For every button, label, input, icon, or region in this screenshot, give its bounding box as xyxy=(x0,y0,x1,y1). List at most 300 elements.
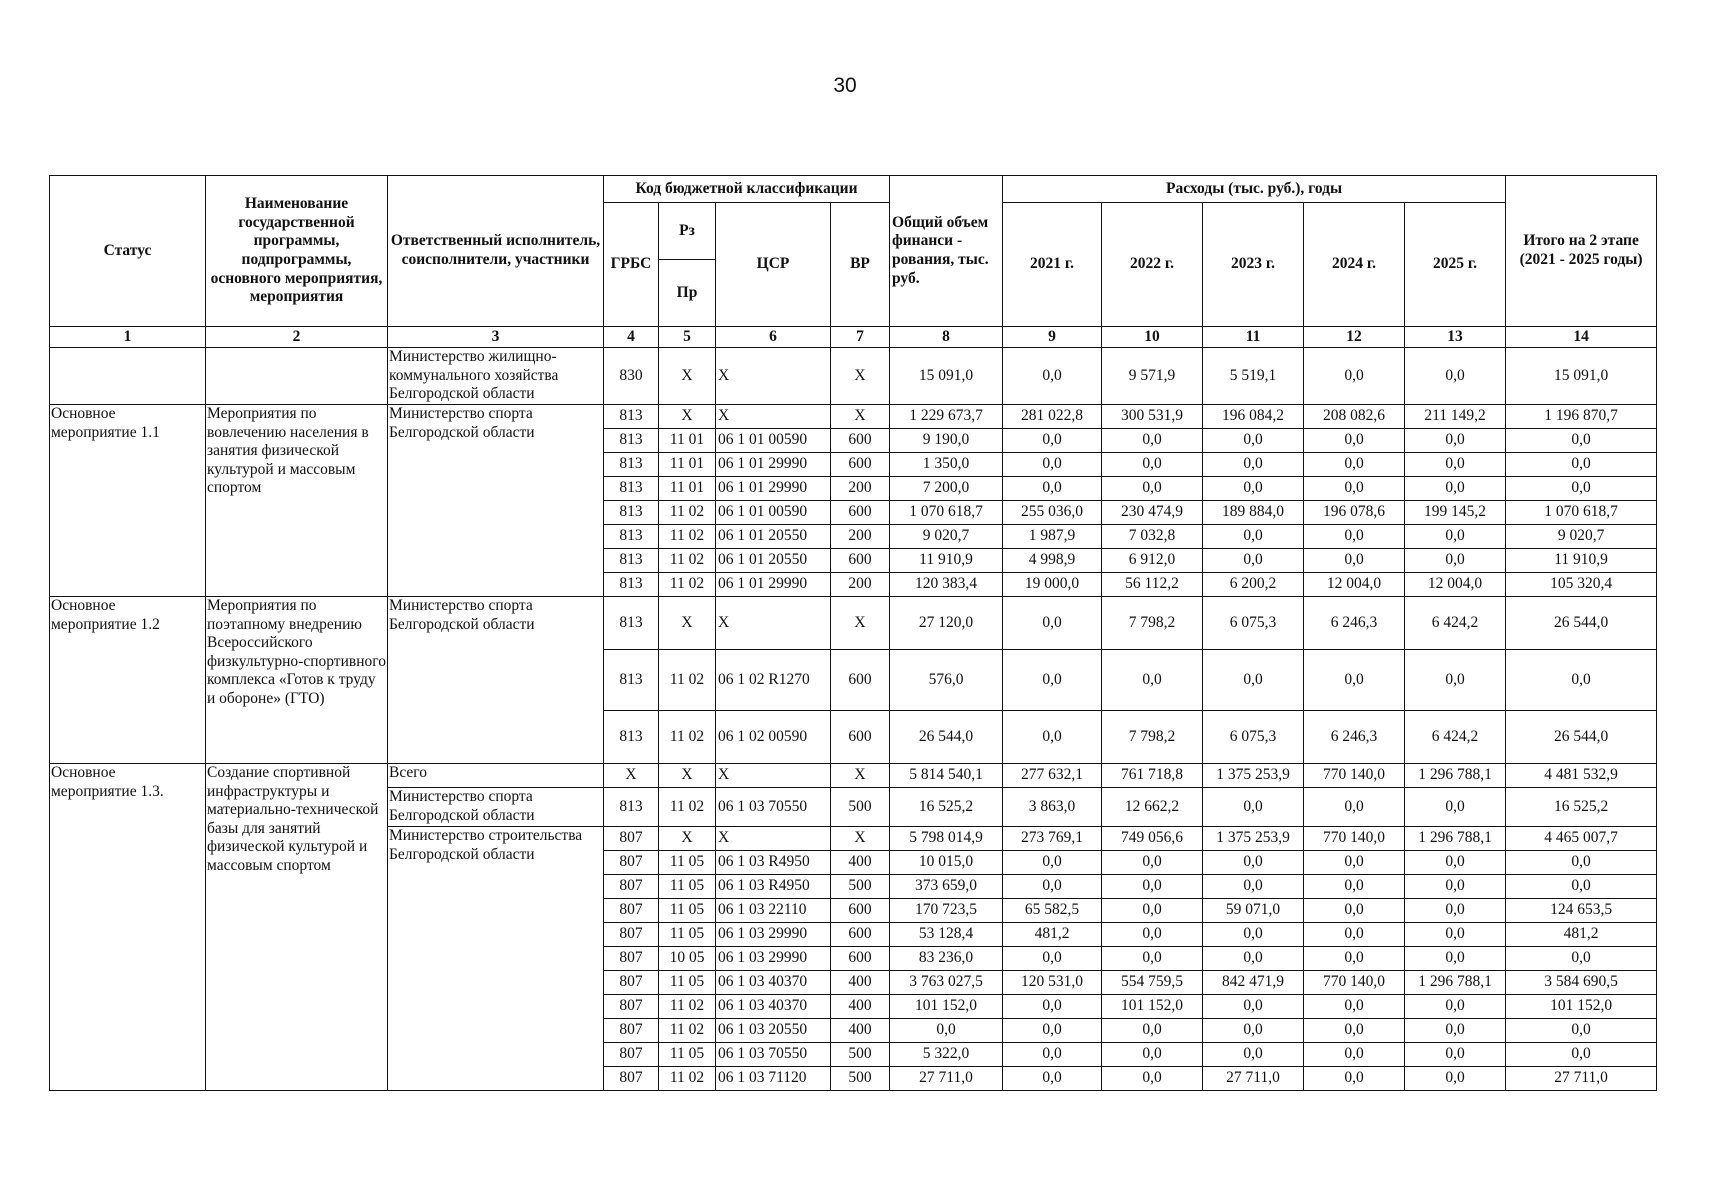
header-executor: Ответственный исполнитель, соисполнители, участники xyxy=(388,176,604,327)
csr-cell: Х xyxy=(716,764,831,788)
total-volume-cell: 9 020,7 xyxy=(890,525,1003,549)
stage-total-cell: 101 152,0 xyxy=(1506,995,1657,1019)
total-volume-cell: 10 015,0 xyxy=(890,851,1003,875)
year-2024-cell: 0,0 xyxy=(1304,348,1405,405)
column-number: 11 xyxy=(1203,327,1304,348)
year-2021-cell: 277 632,1 xyxy=(1003,764,1102,788)
year-2021-cell: 481,2 xyxy=(1003,923,1102,947)
stage-total-cell: 11 910,9 xyxy=(1506,549,1657,573)
status-cell: Основное мероприятие 1.1 xyxy=(50,405,206,597)
rz-pr-cell: 11 02 xyxy=(659,995,716,1019)
year-2023-cell: 0,0 xyxy=(1203,549,1304,573)
year-2024-cell: 0,0 xyxy=(1304,453,1405,477)
year-2025-cell: 1 296 788,1 xyxy=(1405,827,1506,851)
executor-cell: Министерство спорта Белгородской области xyxy=(388,405,604,597)
total-volume-cell: 5 798 014,9 xyxy=(890,827,1003,851)
vr-cell: 400 xyxy=(831,995,890,1019)
budget-table xyxy=(49,175,1657,1091)
total-volume-cell: 3 763 027,5 xyxy=(890,971,1003,995)
executor-cell: Всего xyxy=(388,764,604,788)
grbs-cell: 807 xyxy=(604,827,659,851)
rz-pr-cell: 11 05 xyxy=(659,971,716,995)
year-2024-cell: 0,0 xyxy=(1304,429,1405,453)
csr-cell: Х xyxy=(716,597,831,650)
total-volume-cell: 1 070 618,7 xyxy=(890,501,1003,525)
vr-cell: 600 xyxy=(831,549,890,573)
stage-total-cell: 0,0 xyxy=(1506,851,1657,875)
total-volume-cell: 101 152,0 xyxy=(890,995,1003,1019)
grbs-cell: 813 xyxy=(604,788,659,827)
vr-cell: 600 xyxy=(831,947,890,971)
grbs-cell: 807 xyxy=(604,1043,659,1067)
stage-total-cell: 0,0 xyxy=(1506,947,1657,971)
csr-cell: 06 1 03 22110 xyxy=(716,899,831,923)
total-volume-cell: 1 229 673,7 xyxy=(890,405,1003,429)
stage-total-cell: 4 481 532,9 xyxy=(1506,764,1657,788)
rz-pr-cell: Х xyxy=(659,764,716,788)
year-2023-cell: 1 375 253,9 xyxy=(1203,827,1304,851)
grbs-cell: 813 xyxy=(604,597,659,650)
executor-cell: Министерство спорта Белгородской области xyxy=(388,788,604,827)
csr-cell: 06 1 03 40370 xyxy=(716,971,831,995)
year-2024-cell: 208 082,6 xyxy=(1304,405,1405,429)
total-volume-cell: 53 128,4 xyxy=(890,923,1003,947)
year-2022-cell: 12 662,2 xyxy=(1102,788,1203,827)
rz-pr-cell: Х xyxy=(659,405,716,429)
year-2025-cell: 199 145,2 xyxy=(1405,501,1506,525)
year-2024-cell: 0,0 xyxy=(1304,525,1405,549)
vr-cell: 500 xyxy=(831,1067,890,1091)
year-2025-cell: 0,0 xyxy=(1405,788,1506,827)
year-2025-cell: 0,0 xyxy=(1405,525,1506,549)
year-2022-cell: 0,0 xyxy=(1102,453,1203,477)
column-number: 2 xyxy=(206,327,388,348)
year-2023-cell: 0,0 xyxy=(1203,995,1304,1019)
csr-cell: 06 1 03 70550 xyxy=(716,1043,831,1067)
year-2023-cell: 59 071,0 xyxy=(1203,899,1304,923)
name-cell: Создание спортивной инфраструктуры и материально-технической базы для занятий физической культурой и массовым спортом xyxy=(206,764,388,1091)
page-number: 30 xyxy=(833,74,857,97)
header-code-group: Код бюджетной классификации xyxy=(604,176,890,203)
header-grbs: ГРБС xyxy=(604,203,659,327)
year-2025-cell: 6 424,2 xyxy=(1405,597,1506,650)
vr-cell: 200 xyxy=(831,525,890,549)
total-volume-cell: 27 711,0 xyxy=(890,1067,1003,1091)
rz-pr-cell: 11 05 xyxy=(659,899,716,923)
csr-cell: 06 1 03 R4950 xyxy=(716,851,831,875)
vr-cell: 400 xyxy=(831,1019,890,1043)
year-2021-cell: 0,0 xyxy=(1003,597,1102,650)
year-2023-cell: 0,0 xyxy=(1203,851,1304,875)
column-number: 13 xyxy=(1405,327,1506,348)
stage-total-cell: 1 196 870,7 xyxy=(1506,405,1657,429)
column-number: 12 xyxy=(1304,327,1405,348)
total-volume-cell: 9 190,0 xyxy=(890,429,1003,453)
year-2021-cell: 0,0 xyxy=(1003,875,1102,899)
column-number: 9 xyxy=(1003,327,1102,348)
year-2025-cell: 0,0 xyxy=(1405,1043,1506,1067)
column-number: 6 xyxy=(716,327,831,348)
year-2022-cell: 300 531,9 xyxy=(1102,405,1203,429)
stage-total-cell: 481,2 xyxy=(1506,923,1657,947)
year-2021-cell: 3 863,0 xyxy=(1003,788,1102,827)
status-cell: Основное мероприятие 1.2 xyxy=(50,597,206,764)
year-2023-cell: 6 075,3 xyxy=(1203,711,1304,764)
year-2022-cell: 6 912,0 xyxy=(1102,549,1203,573)
grbs-cell: 813 xyxy=(604,573,659,597)
year-2024-cell: 0,0 xyxy=(1304,1019,1405,1043)
header-name: Наименование государственной программы, подпрограммы, основного мероприятия, мероприятия xyxy=(206,176,388,327)
rz-pr-cell: 11 01 xyxy=(659,453,716,477)
year-2021-cell: 0,0 xyxy=(1003,947,1102,971)
grbs-cell: Х xyxy=(604,764,659,788)
year-2022-cell: 554 759,5 xyxy=(1102,971,1203,995)
stage-total-cell: 0,0 xyxy=(1506,875,1657,899)
rz-pr-cell: 11 02 xyxy=(659,1019,716,1043)
rz-pr-cell: 11 02 xyxy=(659,501,716,525)
vr-cell: 200 xyxy=(831,477,890,501)
vr-cell: 500 xyxy=(831,788,890,827)
csr-cell: 06 1 03 R4950 xyxy=(716,875,831,899)
column-number: 8 xyxy=(890,327,1003,348)
year-2023-cell: 0,0 xyxy=(1203,429,1304,453)
year-2022-cell: 0,0 xyxy=(1102,923,1203,947)
year-2022-cell: 0,0 xyxy=(1102,947,1203,971)
year-2024-cell: 770 140,0 xyxy=(1304,764,1405,788)
year-2025-cell: 0,0 xyxy=(1405,549,1506,573)
rz-pr-cell: 11 01 xyxy=(659,477,716,501)
year-2021-cell: 255 036,0 xyxy=(1003,501,1102,525)
stage-total-cell: 9 020,7 xyxy=(1506,525,1657,549)
year-2024-cell: 0,0 xyxy=(1304,851,1405,875)
year-2025-cell: 0,0 xyxy=(1405,1019,1506,1043)
table-row xyxy=(50,348,1657,405)
stage-total-cell: 0,0 xyxy=(1506,1019,1657,1043)
rz-pr-cell: 11 02 xyxy=(659,525,716,549)
year-2025-cell: 0,0 xyxy=(1405,348,1506,405)
header-vr: ВР xyxy=(831,203,890,327)
year-2023-cell: 0,0 xyxy=(1203,1043,1304,1067)
year-2022-cell: 0,0 xyxy=(1102,650,1203,711)
total-volume-cell: 11 910,9 xyxy=(890,549,1003,573)
total-volume-cell: 16 525,2 xyxy=(890,788,1003,827)
table-row xyxy=(50,764,1657,788)
year-2023-cell: 0,0 xyxy=(1203,1019,1304,1043)
rz-pr-cell: 11 05 xyxy=(659,875,716,899)
year-2022-cell: 761 718,8 xyxy=(1102,764,1203,788)
total-volume-cell: 27 120,0 xyxy=(890,597,1003,650)
year-2025-cell: 0,0 xyxy=(1405,923,1506,947)
year-2021-cell: 0,0 xyxy=(1003,477,1102,501)
rz-pr-cell: 11 02 xyxy=(659,573,716,597)
year-2021-cell: 0,0 xyxy=(1003,348,1102,405)
stage-total-cell: 4 465 007,7 xyxy=(1506,827,1657,851)
csr-cell: 06 1 01 00590 xyxy=(716,429,831,453)
rz-pr-cell: Х xyxy=(659,348,716,405)
year-2024-cell: 770 140,0 xyxy=(1304,827,1405,851)
grbs-cell: 830 xyxy=(604,348,659,405)
vr-cell: 600 xyxy=(831,453,890,477)
column-number: 1 xyxy=(50,327,206,348)
year-2024-cell: 0,0 xyxy=(1304,923,1405,947)
header-year-2021: 2021 г. xyxy=(1003,203,1102,327)
executor-cell: Министерство жилищно-коммунального хозяйства Белгородской области xyxy=(388,348,604,405)
year-2024-cell: 196 078,6 xyxy=(1304,501,1405,525)
grbs-cell: 813 xyxy=(604,405,659,429)
header-rz: Рз xyxy=(659,203,716,260)
year-2021-cell: 0,0 xyxy=(1003,453,1102,477)
year-2023-cell: 196 084,2 xyxy=(1203,405,1304,429)
grbs-cell: 813 xyxy=(604,429,659,453)
grbs-cell: 813 xyxy=(604,501,659,525)
year-2022-cell: 0,0 xyxy=(1102,1067,1203,1091)
year-2025-cell: 1 296 788,1 xyxy=(1405,971,1506,995)
grbs-cell: 813 xyxy=(604,525,659,549)
year-2022-cell: 7 798,2 xyxy=(1102,711,1203,764)
vr-cell: Х xyxy=(831,348,890,405)
year-2024-cell: 6 246,3 xyxy=(1304,597,1405,650)
year-2025-cell: 0,0 xyxy=(1405,477,1506,501)
year-2024-cell: 770 140,0 xyxy=(1304,971,1405,995)
grbs-cell: 807 xyxy=(604,1067,659,1091)
rz-pr-cell: Х xyxy=(659,827,716,851)
rz-pr-cell: 11 02 xyxy=(659,549,716,573)
stage-total-cell: 3 584 690,5 xyxy=(1506,971,1657,995)
total-volume-cell: 1 350,0 xyxy=(890,453,1003,477)
year-2022-cell: 230 474,9 xyxy=(1102,501,1203,525)
year-2025-cell: 0,0 xyxy=(1405,453,1506,477)
stage-total-cell: 16 525,2 xyxy=(1506,788,1657,827)
year-2021-cell: 0,0 xyxy=(1003,711,1102,764)
rz-pr-cell: 11 02 xyxy=(659,1067,716,1091)
column-number: 10 xyxy=(1102,327,1203,348)
rz-pr-cell: 11 05 xyxy=(659,851,716,875)
year-2022-cell: 0,0 xyxy=(1102,429,1203,453)
year-2021-cell: 0,0 xyxy=(1003,851,1102,875)
year-2025-cell: 0,0 xyxy=(1405,650,1506,711)
vr-cell: 600 xyxy=(831,899,890,923)
year-2022-cell: 0,0 xyxy=(1102,851,1203,875)
year-2021-cell: 0,0 xyxy=(1003,1043,1102,1067)
total-volume-cell: 373 659,0 xyxy=(890,875,1003,899)
header-years-group: Расходы (тыс. руб.), годы xyxy=(1003,176,1506,203)
grbs-cell: 813 xyxy=(604,711,659,764)
column-number: 5 xyxy=(659,327,716,348)
year-2022-cell: 0,0 xyxy=(1102,875,1203,899)
year-2022-cell: 7 798,2 xyxy=(1102,597,1203,650)
name-cell: Мероприятия по вовлечению населения в занятия физической культурой и массовым спортом xyxy=(206,405,388,597)
vr-cell: 500 xyxy=(831,1043,890,1067)
total-volume-cell: 26 544,0 xyxy=(890,711,1003,764)
header-year-2023: 2023 г. xyxy=(1203,203,1304,327)
year-2025-cell: 12 004,0 xyxy=(1405,573,1506,597)
rz-pr-cell: 11 05 xyxy=(659,1043,716,1067)
year-2021-cell: 0,0 xyxy=(1003,1067,1102,1091)
year-2023-cell: 5 519,1 xyxy=(1203,348,1304,405)
year-2023-cell: 0,0 xyxy=(1203,453,1304,477)
stage-total-cell: 26 544,0 xyxy=(1506,597,1657,650)
year-2023-cell: 0,0 xyxy=(1203,650,1304,711)
grbs-cell: 807 xyxy=(604,851,659,875)
year-2022-cell: 0,0 xyxy=(1102,1019,1203,1043)
year-2023-cell: 1 375 253,9 xyxy=(1203,764,1304,788)
year-2025-cell: 0,0 xyxy=(1405,875,1506,899)
year-2021-cell: 0,0 xyxy=(1003,429,1102,453)
grbs-cell: 807 xyxy=(604,971,659,995)
stage-total-cell: 27 711,0 xyxy=(1506,1067,1657,1091)
csr-cell: 06 1 02 00590 xyxy=(716,711,831,764)
year-2022-cell: 0,0 xyxy=(1102,899,1203,923)
year-2021-cell: 65 582,5 xyxy=(1003,899,1102,923)
csr-cell: 06 1 02 R1270 xyxy=(716,650,831,711)
year-2024-cell: 0,0 xyxy=(1304,1067,1405,1091)
stage-total-cell: 0,0 xyxy=(1506,453,1657,477)
grbs-cell: 807 xyxy=(604,995,659,1019)
csr-cell: 06 1 03 29990 xyxy=(716,947,831,971)
year-2021-cell: 0,0 xyxy=(1003,650,1102,711)
csr-cell: Х xyxy=(716,348,831,405)
table-row xyxy=(50,405,1657,429)
stage-total-cell: 105 320,4 xyxy=(1506,573,1657,597)
year-2023-cell: 0,0 xyxy=(1203,477,1304,501)
csr-cell: 06 1 01 29990 xyxy=(716,453,831,477)
year-2025-cell: 0,0 xyxy=(1405,995,1506,1019)
year-2025-cell: 6 424,2 xyxy=(1405,711,1506,764)
year-2024-cell: 0,0 xyxy=(1304,788,1405,827)
year-2024-cell: 0,0 xyxy=(1304,875,1405,899)
csr-cell: 06 1 03 70550 xyxy=(716,788,831,827)
total-volume-cell: 5 814 540,1 xyxy=(890,764,1003,788)
rz-pr-cell: 11 05 xyxy=(659,923,716,947)
rz-pr-cell: 11 01 xyxy=(659,429,716,453)
year-2023-cell: 0,0 xyxy=(1203,875,1304,899)
rz-pr-cell: 11 02 xyxy=(659,650,716,711)
vr-cell: 600 xyxy=(831,711,890,764)
executor-cell: Министерство строительства Белгородской области xyxy=(388,827,604,1091)
vr-cell: 200 xyxy=(831,573,890,597)
total-volume-cell: 7 200,0 xyxy=(890,477,1003,501)
csr-cell: 06 1 03 20550 xyxy=(716,1019,831,1043)
year-2025-cell: 0,0 xyxy=(1405,947,1506,971)
grbs-cell: 813 xyxy=(604,650,659,711)
year-2024-cell: 0,0 xyxy=(1304,477,1405,501)
header-total-volume: Общий объем финанси - рования, тыс. руб. xyxy=(890,176,1003,327)
year-2021-cell: 4 998,9 xyxy=(1003,549,1102,573)
year-2025-cell: 211 149,2 xyxy=(1405,405,1506,429)
csr-cell: 06 1 01 00590 xyxy=(716,501,831,525)
grbs-cell: 807 xyxy=(604,899,659,923)
vr-cell: 600 xyxy=(831,923,890,947)
header-status: Статус xyxy=(50,176,206,327)
csr-cell: 06 1 03 29990 xyxy=(716,923,831,947)
grbs-cell: 807 xyxy=(604,923,659,947)
year-2022-cell: 0,0 xyxy=(1102,477,1203,501)
header-year-2022: 2022 г. xyxy=(1102,203,1203,327)
stage-total-cell: 0,0 xyxy=(1506,1043,1657,1067)
stage-total-cell: 1 070 618,7 xyxy=(1506,501,1657,525)
csr-cell: Х xyxy=(716,405,831,429)
vr-cell: Х xyxy=(831,827,890,851)
year-2021-cell: 273 769,1 xyxy=(1003,827,1102,851)
csr-cell: 06 1 01 29990 xyxy=(716,477,831,501)
column-number: 3 xyxy=(388,327,604,348)
header-pr: Пр xyxy=(659,260,716,327)
total-volume-cell: 0,0 xyxy=(890,1019,1003,1043)
year-2024-cell: 0,0 xyxy=(1304,549,1405,573)
stage-total-cell: 0,0 xyxy=(1506,650,1657,711)
rz-pr-cell: 11 02 xyxy=(659,711,716,764)
year-2022-cell: 0,0 xyxy=(1102,1043,1203,1067)
header-year-2024: 2024 г. xyxy=(1304,203,1405,327)
csr-cell: Х xyxy=(716,827,831,851)
header-year-2025: 2025 г. xyxy=(1405,203,1506,327)
executor-cell: Министерство спорта Белгородской области xyxy=(388,597,604,764)
year-2024-cell: 0,0 xyxy=(1304,899,1405,923)
year-2021-cell: 19 000,0 xyxy=(1003,573,1102,597)
total-volume-cell: 170 723,5 xyxy=(890,899,1003,923)
year-2022-cell: 749 056,6 xyxy=(1102,827,1203,851)
year-2024-cell: 0,0 xyxy=(1304,947,1405,971)
vr-cell: Х xyxy=(831,764,890,788)
vr-cell: 400 xyxy=(831,971,890,995)
header-csr: ЦСР xyxy=(716,203,831,327)
vr-cell: 600 xyxy=(831,429,890,453)
year-2023-cell: 842 471,9 xyxy=(1203,971,1304,995)
total-volume-cell: 120 383,4 xyxy=(890,573,1003,597)
stage-total-cell: 0,0 xyxy=(1506,429,1657,453)
year-2022-cell: 101 152,0 xyxy=(1102,995,1203,1019)
year-2023-cell: 6 200,2 xyxy=(1203,573,1304,597)
grbs-cell: 813 xyxy=(604,477,659,501)
total-volume-cell: 15 091,0 xyxy=(890,348,1003,405)
year-2023-cell: 189 884,0 xyxy=(1203,501,1304,525)
year-2023-cell: 27 711,0 xyxy=(1203,1067,1304,1091)
table-row xyxy=(50,597,1657,650)
total-volume-cell: 5 322,0 xyxy=(890,1043,1003,1067)
year-2025-cell: 0,0 xyxy=(1405,1067,1506,1091)
csr-cell: 06 1 03 40370 xyxy=(716,995,831,1019)
grbs-cell: 807 xyxy=(604,1019,659,1043)
grbs-cell: 813 xyxy=(604,549,659,573)
status-cell xyxy=(50,348,206,405)
year-2025-cell: 0,0 xyxy=(1405,899,1506,923)
vr-cell: 600 xyxy=(831,650,890,711)
vr-cell: Х xyxy=(831,597,890,650)
year-2024-cell: 0,0 xyxy=(1304,995,1405,1019)
csr-cell: 06 1 01 20550 xyxy=(716,549,831,573)
stage-total-cell: 0,0 xyxy=(1506,477,1657,501)
vr-cell: 500 xyxy=(831,875,890,899)
stage-total-cell: 26 544,0 xyxy=(1506,711,1657,764)
grbs-cell: 813 xyxy=(604,453,659,477)
year-2023-cell: 0,0 xyxy=(1203,923,1304,947)
year-2023-cell: 6 075,3 xyxy=(1203,597,1304,650)
year-2024-cell: 0,0 xyxy=(1304,650,1405,711)
column-number: 7 xyxy=(831,327,890,348)
stage-total-cell: 15 091,0 xyxy=(1506,348,1657,405)
vr-cell: 600 xyxy=(831,501,890,525)
column-number: 14 xyxy=(1506,327,1657,348)
status-cell: Основное мероприятие 1.3. xyxy=(50,764,206,1091)
rz-pr-cell: Х xyxy=(659,597,716,650)
year-2021-cell: 0,0 xyxy=(1003,995,1102,1019)
year-2021-cell: 281 022,8 xyxy=(1003,405,1102,429)
year-2023-cell: 0,0 xyxy=(1203,947,1304,971)
year-2022-cell: 9 571,9 xyxy=(1102,348,1203,405)
year-2021-cell: 120 531,0 xyxy=(1003,971,1102,995)
name-cell: Мероприятия по поэтапному внедрению Всероссийского физкультурно-спортивного комплекса «Готов к труду и обороне» (ГТО) xyxy=(206,597,388,764)
rz-pr-cell: 10 05 xyxy=(659,947,716,971)
